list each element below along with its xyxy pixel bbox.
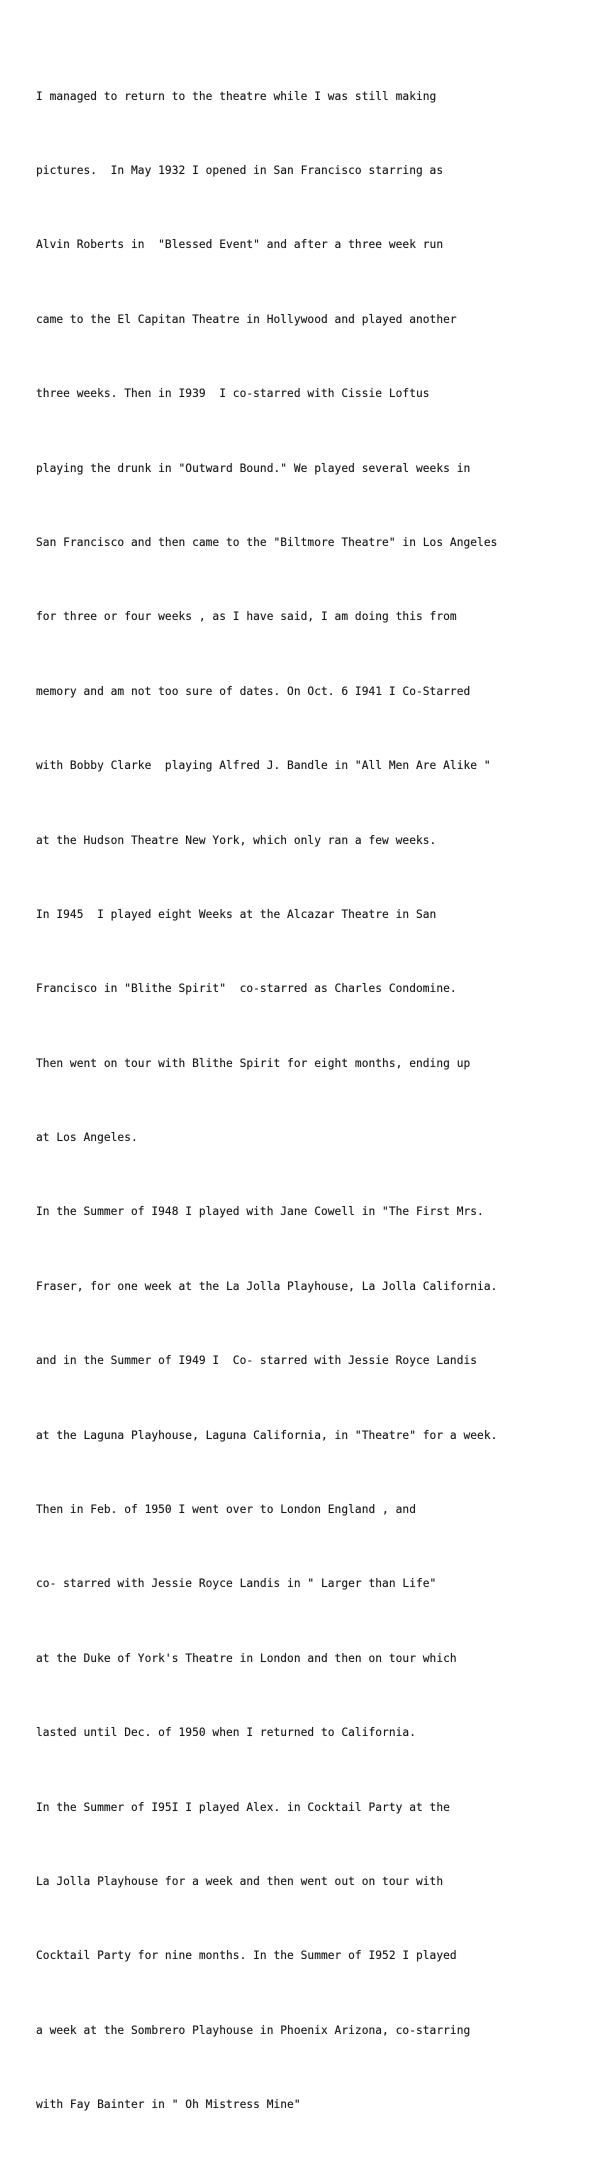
typewritten-text-block	[36, 35, 596, 2168]
text-line: at the Laguna Playhouse, Laguna California, in "Theatre" for a week.	[36, 1428, 498, 1442]
text-line: La Jolla Playhouse for a week and then went out on tour with	[36, 1874, 444, 1888]
text-line: Then went on tour with Blithe Spirit for eight months, ending up	[36, 1056, 471, 1070]
text-line: came to the El Capitan Theatre in Hollywood and played another	[36, 312, 457, 326]
text-line: and in the Summer of I949 I Co- starred with Jessie Royce Landis	[36, 1354, 478, 1368]
text-line: In the Summer of I95I I played Alex. in Cocktail Party at the	[36, 1800, 450, 1814]
text-line: co- starred with Jessie Royce Landis in " Larger than Life"	[36, 1577, 437, 1591]
text-line: with Bobby Clarke playing Alfred J. Bandle in "All Men Are Alike "	[36, 759, 491, 773]
text-line: at the Hudson Theatre New York, which only ran a few weeks.	[36, 833, 437, 847]
text-line: San Francisco and then came to the "Biltmore Theatre" in Los Angeles	[36, 535, 498, 549]
text-line: playing the drunk in "Outward Bound." We played several weeks in	[36, 461, 471, 475]
text-line: In I945 I played eight Weeks at the Alcazar Theatre in San	[36, 907, 437, 921]
text-line: a week at the Sombrero Playhouse in Phoenix Arizona, co-starring	[36, 2023, 471, 2037]
text-line: Cocktail Party for nine months. In the Summer of I952 I played	[36, 1949, 457, 1963]
text-line: In the Summer of I948 I played with Jane Cowell in "The First Mrs.	[36, 1205, 484, 1219]
text-line: Fraser, for one week at the La Jolla Playhouse, La Jolla California.	[36, 1279, 498, 1293]
text-line: three weeks. Then in I939 I co-starred with Cissie Loftus	[36, 387, 430, 401]
text-line: Then in Feb. of 1950 I went over to London England , and	[36, 1503, 416, 1517]
text-line: at the Duke of York's Theatre in London and then on tour which	[36, 1651, 457, 1665]
text-line: with Fay Bainter in " Oh Mistress Mine"	[36, 2098, 301, 2112]
text-line: pictures. In May 1932 I opened in San Francisco starring as	[36, 163, 444, 177]
text-line: I managed to return to the theatre while I was still making	[36, 89, 437, 103]
text-line: memory and am not too sure of dates. On Oct. 6 I941 I Co-Starred	[36, 684, 471, 698]
text-line: Francisco in "Blithe Spirit" co-starred as Charles Condomine.	[36, 982, 457, 996]
text-line: at Los Angeles.	[36, 1131, 138, 1145]
text-line: for three or four weeks , as I have said, I am doing this from	[36, 610, 457, 624]
text-line: Alvin Roberts in "Blessed Event" and after a three week run	[36, 238, 444, 252]
text-line: lasted until Dec. of 1950 when I returned to California.	[36, 1726, 416, 1740]
